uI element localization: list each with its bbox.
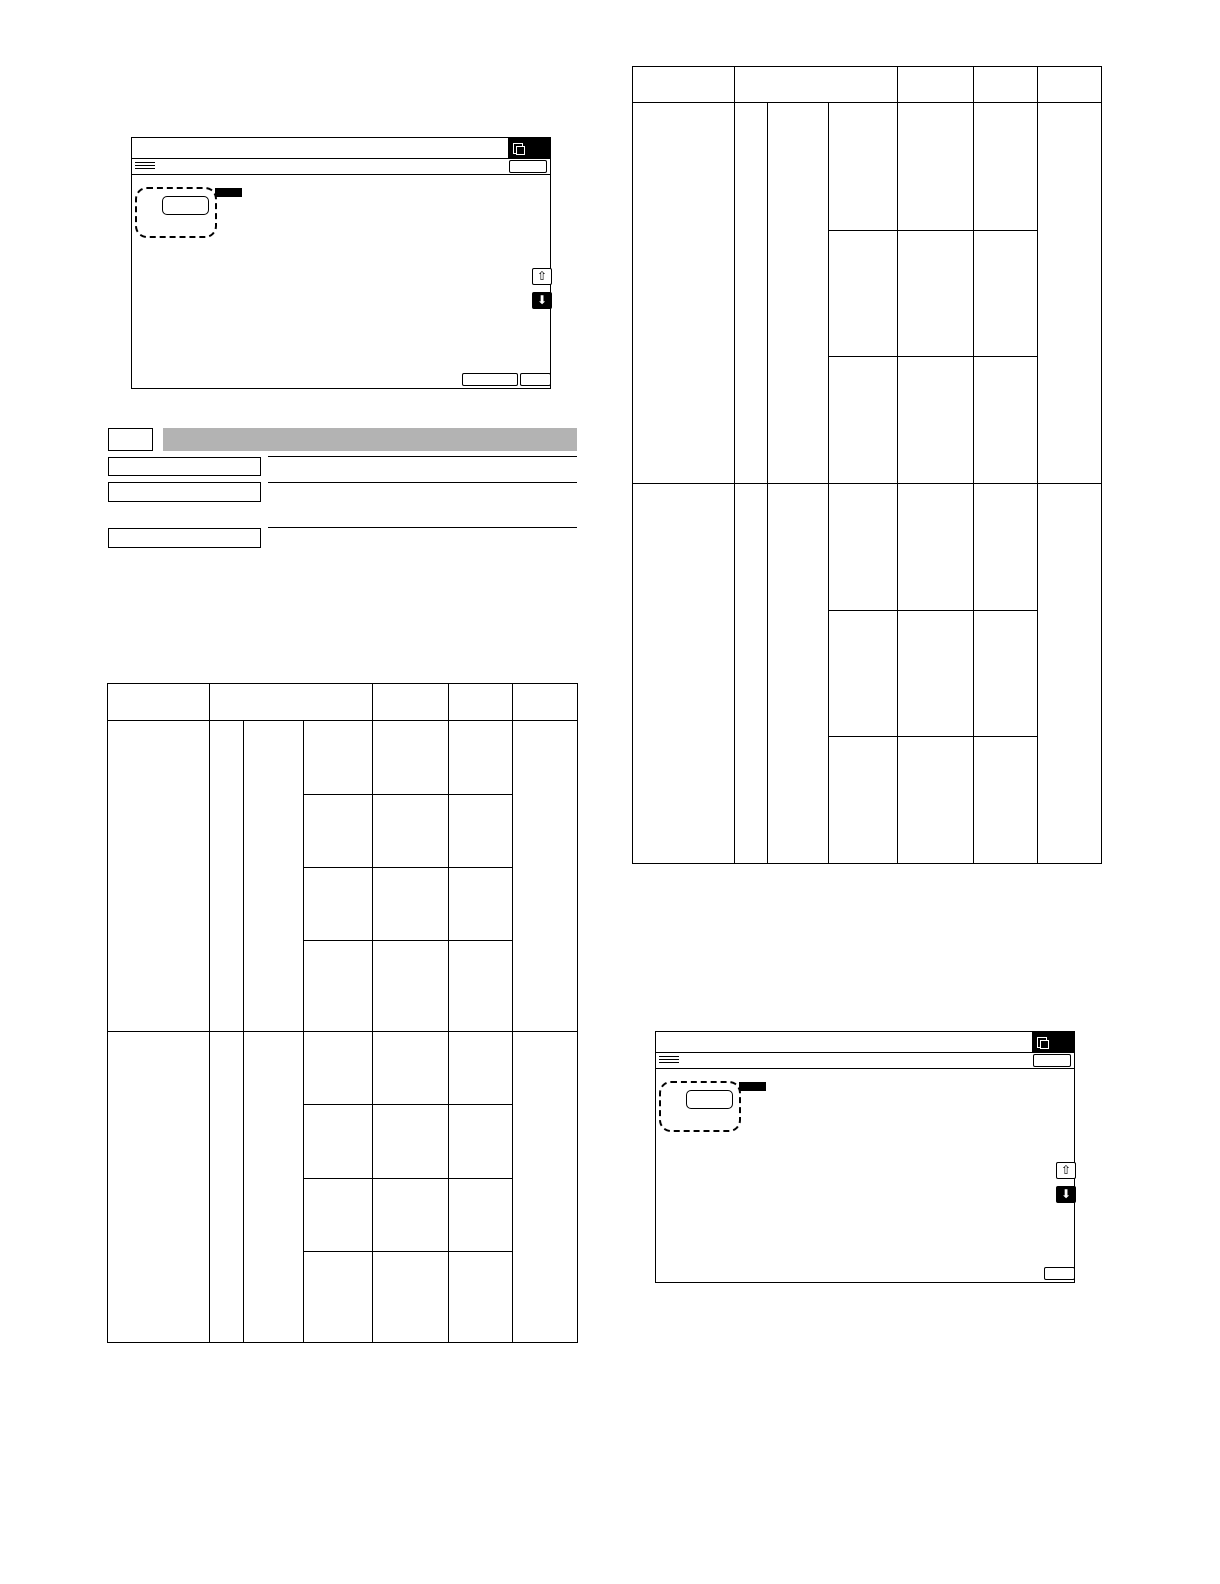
- table-row-line: [303, 794, 512, 795]
- table-header-line: [107, 720, 578, 721]
- col-divider: [372, 683, 373, 1343]
- screen-title-bar: [656, 1032, 1074, 1053]
- screen-title-bar: [132, 138, 550, 159]
- menu-icon[interactable]: [135, 160, 155, 174]
- col-divider: [512, 683, 513, 1343]
- screen-subtitle-bar: [656, 1052, 1074, 1069]
- field-rule-1: [268, 456, 577, 457]
- footer-button-left[interactable]: [462, 373, 518, 386]
- table-row-line: [303, 940, 512, 941]
- table-row-line: [303, 1178, 512, 1179]
- table-frame: [632, 66, 1102, 864]
- table-row-line: [303, 1251, 512, 1252]
- footer-button[interactable]: [1044, 1267, 1075, 1280]
- table-row-line: [303, 1104, 512, 1105]
- copy-mode-icon: [1037, 1037, 1047, 1048]
- mode-indicator: [508, 138, 550, 158]
- settings-screen-top: [131, 137, 551, 389]
- section-number-box: [108, 428, 153, 451]
- screen-subtitle-bar: [132, 158, 550, 175]
- col-divider: [734, 66, 735, 864]
- field-rule-2: [268, 482, 577, 483]
- table-row-line: [828, 356, 1037, 357]
- scroll-up-icon[interactable]: ⇧: [1056, 1162, 1076, 1179]
- header-button[interactable]: [509, 160, 547, 173]
- setting-value-button[interactable]: [162, 196, 209, 215]
- footer-button-right[interactable]: [520, 373, 551, 386]
- menu-icon[interactable]: [659, 1054, 679, 1068]
- col-divider: [973, 66, 974, 864]
- field-label-3: [108, 528, 261, 548]
- table-row-line: [828, 230, 1037, 231]
- header-button[interactable]: [1033, 1054, 1071, 1067]
- table-row-line: [303, 867, 512, 868]
- table-group-line: [107, 1031, 578, 1032]
- scroll-up-icon[interactable]: ⇧: [532, 268, 552, 285]
- col-divider: [897, 66, 898, 864]
- selection-tag: [215, 188, 242, 197]
- settings-screen-bottom: [655, 1031, 1075, 1283]
- field-rule-3: [268, 527, 577, 528]
- field-label-2: [108, 482, 261, 502]
- mode-indicator: [1032, 1032, 1074, 1052]
- setting-value-button[interactable]: [686, 1090, 733, 1109]
- scroll-down-icon[interactable]: ⬇: [532, 292, 552, 309]
- selection-tag: [739, 1082, 766, 1091]
- col-divider: [1037, 66, 1038, 864]
- col-divider: [209, 683, 210, 1343]
- table-group-line: [632, 483, 1102, 484]
- scroll-down-icon[interactable]: ⬇: [1056, 1186, 1076, 1203]
- table-header-line: [632, 102, 1102, 103]
- table-row-line: [828, 610, 1037, 611]
- table-frame: [107, 683, 578, 1343]
- field-label-1: [108, 457, 261, 476]
- copy-mode-icon: [513, 143, 523, 154]
- table-row-line: [828, 736, 1037, 737]
- col-divider: [448, 683, 449, 1343]
- section-title-bar: [163, 428, 577, 451]
